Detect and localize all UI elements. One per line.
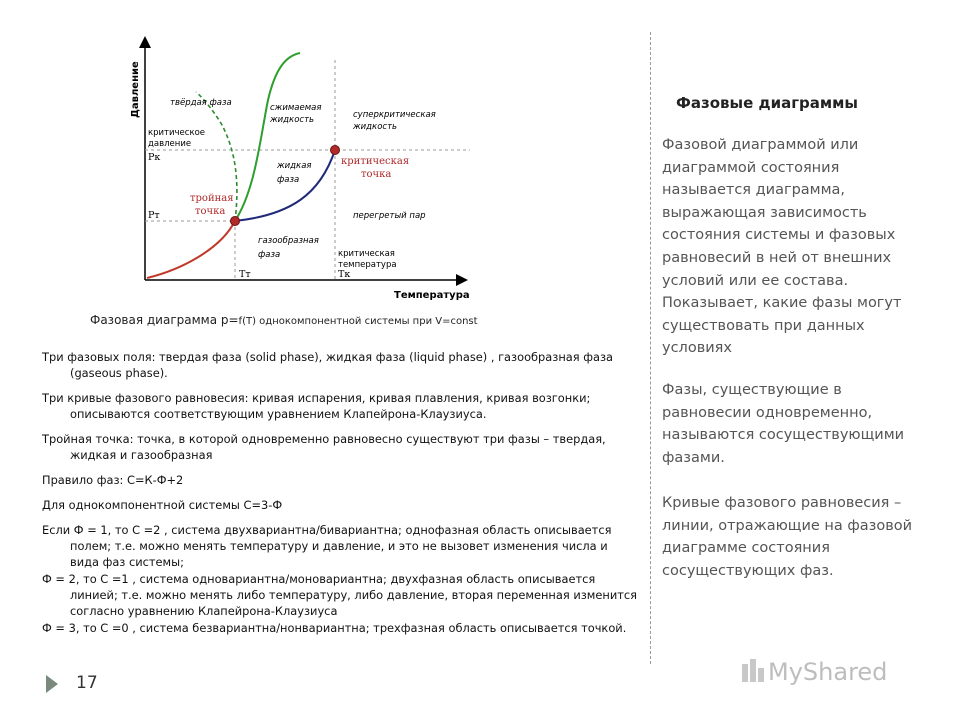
region-supercritical-1: суперкритическая — [353, 110, 436, 120]
tk-label: Tк — [338, 269, 351, 280]
region-supercritical-2: жидкость — [353, 122, 398, 132]
critical-point-label-2: точка — [361, 169, 392, 180]
caption-part2: f(T) однокомпонентной системы при V=const — [238, 316, 478, 327]
body-p5: Для однокомпонентной системы С=3-Ф — [42, 498, 283, 513]
critical-temp-label-2: температура — [338, 260, 397, 270]
triple-point-label-2: точка — [195, 206, 226, 217]
region-superheated: перегретый пар — [353, 211, 426, 221]
watermark-logo-icon — [740, 656, 766, 686]
y-axis-label: Давление — [130, 61, 141, 118]
region-liquid-1: жидкая — [277, 161, 312, 171]
critical-temp-label-1: критическая — [338, 249, 395, 259]
critical-point-label-1: критическая — [341, 156, 410, 167]
region-solid: твёрдая фаза — [170, 98, 232, 108]
phase-diagram — [0, 0, 480, 310]
region-compressible-1: сжимаемая — [270, 103, 322, 113]
critical-pressure-label-2: давление — [148, 139, 192, 149]
body-p4: Правило фаз: С=К-Ф+2 — [42, 473, 184, 488]
melting-curve — [235, 53, 300, 221]
page-number: 17 — [76, 673, 98, 693]
body-p3: Тройная точка: точка, в которой одновременно равновесно существуют три фазы – твердая, жидкая и газообразная — [42, 432, 606, 463]
body-p6: Если Ф = 1, то С =2 , система двухвариантна/бивариантна; однофазная область описывается полем; т.е. можно менять температуру и давление, и это не вызовет изменения числа и вида фаз системы; — [42, 522, 612, 570]
right-paragraph-2: Фазы, существующие в равновесии одновременно, называются сосуществующими фазами. — [662, 382, 905, 466]
critical-pressure-label-1: критическое — [148, 128, 206, 138]
sublimation-curve — [147, 221, 235, 278]
right-paragraph-1: Фазовой диаграммой или диаграммой состояния называется диаграмма, выражающая зависимость состояния системы и фазовых равновесий в ней от внешних условий или ее состава. Показывает, какие фазы могут существовать при данных условиях — [662, 137, 902, 357]
region-gas-1: газообразная — [258, 236, 319, 246]
tt-label: Tт — [239, 269, 251, 280]
right-paragraph-3: Кривые фазового равновесия – линии, отражающие на фазовой диаграмме состояния сосуществующих фаз. — [662, 495, 913, 579]
slide-title: Фазовые диаграммы — [676, 94, 858, 112]
body-p1: Три фазовых поля: твердая фаза (solid phase), жидкая фаза (liquid phase) , газообразная фаза (gaseous phase). — [42, 350, 613, 381]
diagram-caption — [90, 313, 478, 327]
x-axis-label: Температура — [394, 290, 470, 301]
caption-main: Фазовая диаграмма р= — [90, 313, 239, 327]
region-compressible-2: жидкость — [270, 115, 315, 125]
body-p7: Ф = 2, то С =1 , система одновариантна/моновариантна; двухфазная область описывается линией; т.е. можно менять либо температуру, либо давление, вторая переменная изменится согласно уравнению Клапейрона-Клаузиуса — [42, 571, 637, 619]
column-divider — [650, 32, 651, 664]
region-liquid-2: фаза — [277, 175, 300, 185]
watermark-text: MyShared — [768, 658, 888, 686]
pk-label: Pк — [148, 152, 161, 163]
pt-label: Pт — [148, 210, 160, 221]
body-p8: Ф = 3, то С =0 , система безвариантна/нонвариантна; трехфазная область описывается точкой. — [42, 620, 627, 635]
critical-point — [331, 146, 340, 155]
triple-point-label-1: тройная — [190, 193, 234, 204]
triple-point — [231, 217, 240, 226]
region-gas-2: фаза — [258, 250, 281, 260]
body-text — [42, 349, 640, 636]
body-p2: Три кривые фазового равновесия: кривая испарения, кривая плавления, кривая возгонки; описываются соответствующим уравнением Клапейрона-Клаузиуса. — [42, 391, 591, 422]
footer-triangle-icon — [44, 674, 60, 694]
